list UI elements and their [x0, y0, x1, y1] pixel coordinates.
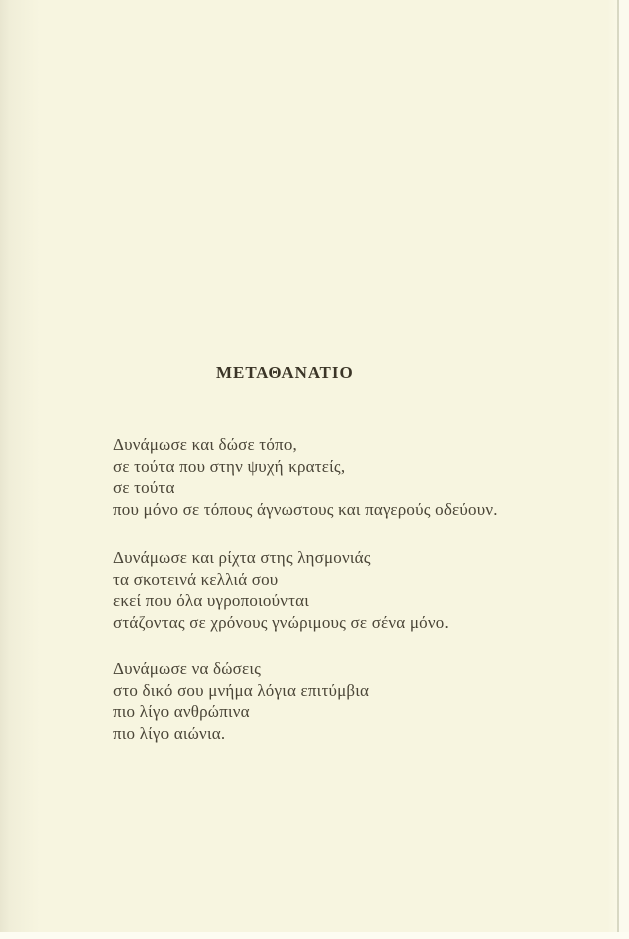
poem-line: Δυνάμωσε και ρίχτα στης λησμονιάς [113, 548, 371, 567]
page-edge-strip [619, 0, 629, 939]
poem-title: ΜΕΤΑΘΑΝΑΤΙΟ [216, 363, 354, 382]
poem-line: στο δικό σου μνήμα λόγια επιτύμβια [113, 680, 370, 700]
poem-line: Δυνάμωσε να δώσεις [113, 659, 262, 678]
page-edge-line [617, 0, 619, 939]
stanza-3 [113, 658, 583, 744]
poem-line: εκεί που όλα υγροποιούνται [113, 591, 310, 610]
stanza-2 [113, 547, 583, 633]
stanza-1 [113, 434, 583, 520]
poem-line: σε τούτα [113, 478, 175, 497]
poem-line: σε τούτα που στην ψυχή κρατείς, [113, 456, 346, 476]
page-bottom-edge [0, 932, 629, 939]
poem-line: που μόνο σε τόπους άγνωστους και παγερούς οδεύουν. [113, 499, 498, 519]
poem-line: πιο λίγο αιώνια. [113, 723, 226, 743]
poem-line: Δυνάμωσε και δώσε τόπο, [113, 435, 297, 454]
poem-line: στάζοντας σε χρόνους γνώριμους σε σένα μόνο. [113, 612, 449, 632]
poem-line: τα σκοτεινά κελλιά σου [113, 569, 279, 589]
poem-line: πιο λίγο ανθρώπινα [113, 702, 250, 721]
